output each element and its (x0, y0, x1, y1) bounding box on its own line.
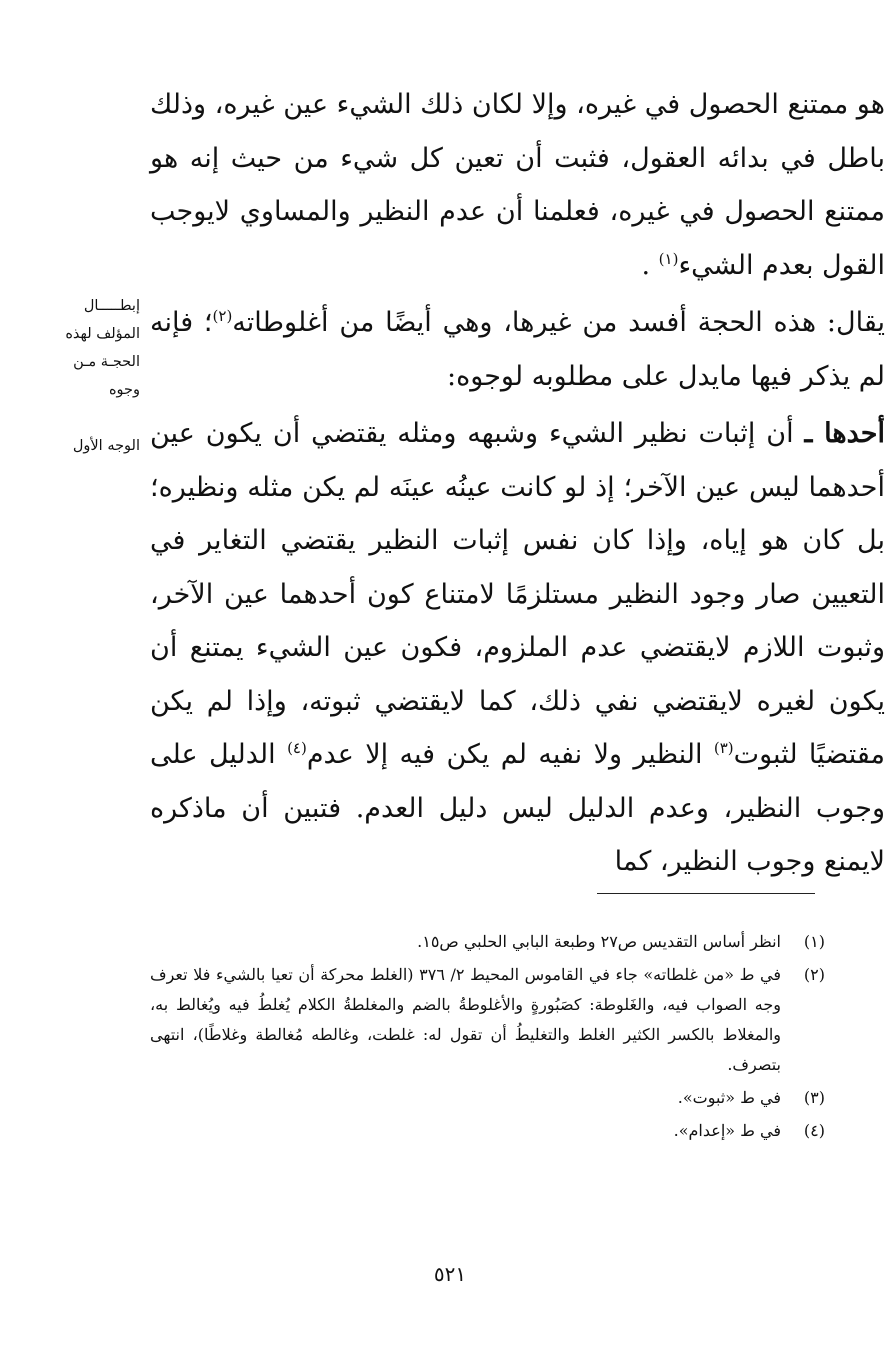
margin-note-first-aspect: الوجه الأول (72, 438, 140, 454)
page-number: ٥٢١ (433, 1262, 467, 1286)
paragraph-2 (150, 296, 885, 403)
footnotes (150, 927, 825, 1149)
footnote-number: (١) (803, 932, 825, 951)
paragraph-1 (150, 78, 885, 292)
main-text (150, 78, 885, 889)
footnote-text: انظر أساس التقديس ص٢٧ وطبعة البابي الحلبي ص١٥. (417, 932, 781, 951)
paragraph-3-text-a: أن إثبات نظير الشيء وشبهه ومثله يقتضي أن يكون عين أحدهما ليس عين الآخر؛ إذ لو كانت عينُه عينَه لم يكن مثله ونظيره؛ بل كان هو إياه، وإذا كان نفس إثبات النظير يقتضي التغاير في التعيين صار وجود النظير مستلزمًا لامتناع كون أحدهما عين الآخر، وثبوت اللازم لايقتضي عدم الملزوم، فكون عين الشيء يمتنع أن يكون لغيره لايقتضي نفي ذلك، كما لايقتضي ثبوته، وإذا لم يكن مقتضيًا لثبوت (150, 418, 885, 770)
footnote-text: في ط «إعدام». (673, 1121, 781, 1140)
paragraph-2-text-b: ؛ فإنه لم يذكر فيها مايدل على مطلوبه لوجوه: (150, 307, 885, 392)
footnote-number: (٢) (803, 965, 825, 984)
paragraph-3 (150, 407, 885, 889)
paragraph-2-text-a: يقال: هذه الحجة أفسد من غيرها، وهي أيضًا من أغلوطاته (232, 307, 885, 338)
footnote-number: (٣) (803, 1088, 825, 1107)
footnote (150, 1083, 825, 1113)
footnote-text: في ط «ثبوت». (677, 1088, 781, 1107)
footnote (150, 1116, 825, 1146)
paragraph-1-text: هو ممتنع الحصول في غيره، وإلا لكان ذلك الشيء عين غيره، وذلك باطل في بدائه العقول، فثبت أن تعين كل شيء من حيث إنه هو ممتنع الحصول في غيره، فعلمنا أن عدم النظير والمساوي لايوجب القول بعدم الشيء (150, 89, 885, 281)
paragraph-3-text-b: النظير ولا نفيه لم يكن فيه إلا عدم (306, 739, 714, 770)
footnote-ref-3[interactable]: (٣) (713, 739, 734, 757)
footnote-ref-1[interactable]: (١) (658, 249, 679, 268)
footnote-divider (597, 893, 815, 894)
footnote-number: (٤) (803, 1121, 825, 1140)
footnote (150, 927, 825, 957)
margin-note-refutation: إبطـــــال المؤلف لهذه الحجـة مـن وجوه (65, 298, 140, 398)
footnote (150, 960, 825, 1080)
footnote-ref-4[interactable]: (٤) (287, 739, 307, 757)
footnote-text: في ط «من غلطاته» جاء في القاموس المحيط ٢/ ٣٧٦ (الغلط محركة أن تعيا بالشيء فلا تعرف وجه الصواب فيه، والغَلوطة: كصَبُورةٍ والأغلوطةُ بالضم والمغلطةُ الكلام يُغلطُ فيه ويُغالط به، والمغلاط بالكسر الكثير الغلط والتغليطُ أن تقول له: غلطت، وغالطه مُغالطة وغلاطًا)، انتهى بتصرف. (150, 965, 781, 1074)
first-aspect-heading: أحدها ـ (804, 418, 885, 449)
paragraph-3-text-c: الدليل على وجوب النظير، وعدم الدليل ليس دليل العدم. فتبين أن ماذكره لايمنع وجوب النظير، كما (150, 739, 885, 877)
paragraph-1-end: . (641, 249, 659, 281)
footnote-ref-2[interactable]: (٢) (212, 307, 233, 325)
